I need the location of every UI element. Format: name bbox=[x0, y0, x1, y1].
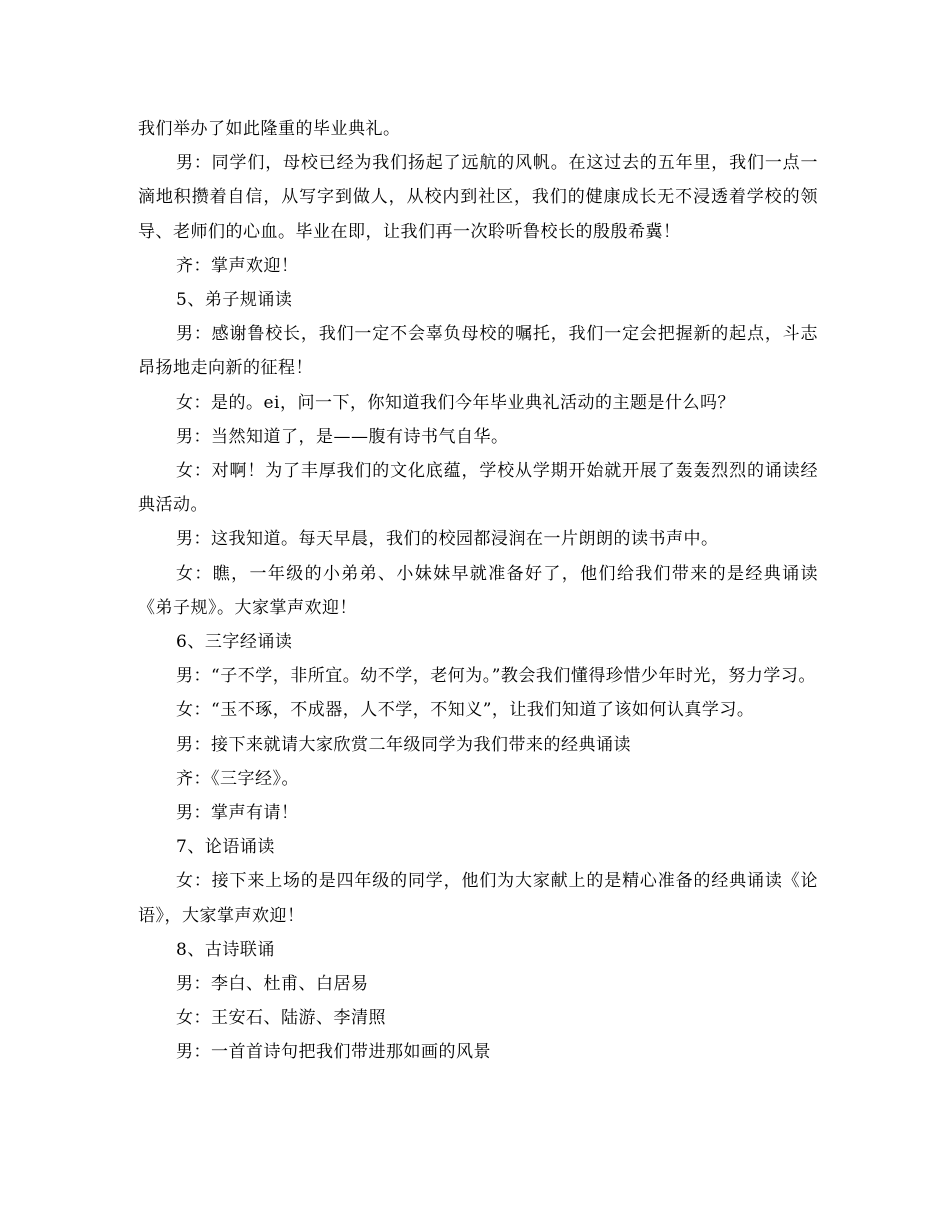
paragraph: 男：一首首诗句把我们带进那如画的风景 bbox=[176, 1042, 491, 1063]
section-heading: 7、论语诵读 bbox=[176, 837, 275, 858]
paragraph: 齐：《三字经》。 bbox=[176, 768, 299, 789]
paragraph: 男：李白、杜甫、白居易 bbox=[176, 974, 369, 995]
paragraph: 男：掌声有请！ bbox=[176, 803, 299, 824]
paragraph: 女：是的。ei，问一下，你知道我们今年毕业典礼活动的主题是什么吗？ bbox=[176, 392, 735, 413]
paragraph: 女：“玉不琢，不成器，人不学，不知义”，让我们知道了该如何认真学习。 bbox=[176, 700, 755, 721]
paragraph: 男：这我知道。每天早晨，我们的校园都浸润在一片朗朗的读书声中。 bbox=[176, 529, 719, 550]
section-heading: 5、弟子规诵读 bbox=[176, 290, 293, 311]
paragraph: 男：接下来就请大家欣赏二年级同学为我们带来的经典诵读 bbox=[176, 734, 631, 755]
paragraph: 女：对啊！为了丰厚我们的文化底蕴，学校从学期开始就开展了轰轰烈烈的诵读经典活动。 bbox=[138, 461, 818, 516]
document-body bbox=[138, 112, 818, 1070]
section-heading: 8、古诗联诵 bbox=[176, 939, 275, 960]
paragraph: 我们举办了如此隆重的毕业典礼。 bbox=[138, 119, 401, 139]
paragraph: 男：“子不学，非所宜。幼不学，老何为。”教会我们懂得珍惜少年时光，努力学习。 bbox=[176, 666, 816, 687]
paragraph: 男：感谢鲁校长，我们一定不会辜负母校的嘱托，我们一定会把握新的起点，斗志昂扬地走向新的征程！ bbox=[138, 324, 818, 379]
paragraph: 男：同学们，母校已经为我们扬起了远航的风帆。在这过去的五年里，我们一点一滴地积攒着自信，从写字到做人，从校内到社区，我们的健康成长无不浸透着学校的领导、老师们的心血。毕业在即，让我们再一次聆听鲁校长的殷殷希冀！ bbox=[138, 153, 818, 242]
paragraph: 齐：掌声欢迎！ bbox=[176, 255, 299, 276]
paragraph: 女：瞧，一年级的小弟弟、小妹妹早就准备好了，他们给我们带来的是经典诵读《弟子规》。大家掌声欢迎！ bbox=[138, 563, 818, 618]
section-heading: 6、三字经诵读 bbox=[176, 632, 293, 653]
paragraph: 男：当然知道了，是——腹有诗书气自华。 bbox=[176, 426, 509, 447]
paragraph: 女：接下来上场的是四年级的同学，他们为大家献上的是精心准备的经典诵读《论语》，大家掌声欢迎！ bbox=[138, 871, 818, 926]
paragraph: 女：王安石、陆游、李清照 bbox=[176, 1008, 386, 1029]
